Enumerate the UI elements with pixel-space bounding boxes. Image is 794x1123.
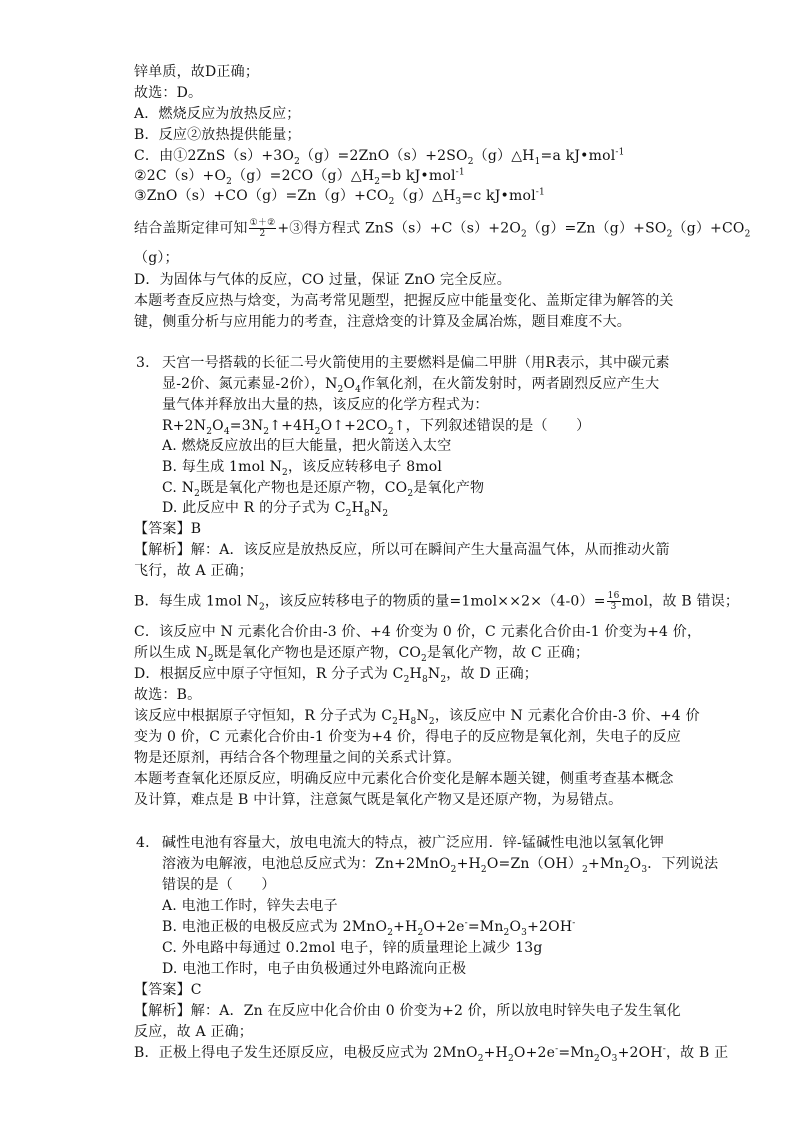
question-text: 显-2价、氮元素显-2价），$N_2O_4$作氧化剂，在火箭发射时，两者剧烈反应产生大 — [162, 376, 660, 395]
option-c: C. $N_2$既是氧化产物也是还原产物，$CO_2$是氧化产物 — [162, 480, 485, 499]
text-line: 锌单质，故D正确； — [134, 64, 260, 80]
question-text: 量气体并释放出大量的热，该反应的化学方程式为： — [162, 397, 489, 413]
explanation-line: 飞行，故 A 正确； — [134, 563, 254, 579]
text-line: D．为固体与气体的反应，CO 过量，保证 ZnO 完全反应。 — [134, 272, 511, 288]
explanation-line: 所以生成 $N_2$既是氧化产物也是还原产物，$CO_2$是氧化产物，故 C 正确； — [134, 645, 590, 664]
explanation-line: 变为 0 价，C 元素化合价由-1 价变为+4 价，得电子的反应物是氧化剂，失电子的反应 — [134, 729, 681, 745]
question-number: 3. — [136, 355, 150, 371]
equation-line: 结合盖斯定律可知 $\frac{\text{①＋②}}{2}$ +③得方程式 $ZnS(s)+C(s)+2O_2(g)=Zn(g)+SO_2(g)+CO_2$ — [134, 218, 751, 240]
explanation-line: B．正极上得电子发生还原反应，电极反应式为 $2MnO_2+H_2O+2e^-=Mn_2O_3+2OH^-$，故 B 正 — [134, 1044, 729, 1064]
text-line: B．反应②放热提供能量； — [134, 127, 301, 143]
text-line: 键，侧重分析与应用能力的考查，注意焓变的计算及金属冶炼，题目难度不大。 — [134, 314, 631, 330]
fraction: $\frac{16}{3}$ — [607, 591, 620, 612]
text-line: A．燃烧反应为放热反应； — [134, 106, 301, 122]
question-text: 碱性电池有容量大，放电电流大的特点，被广泛应用．锌-锰碱性电池以氢氧化钾 — [162, 835, 664, 851]
question-text: 天宫一号搭载的长征二号火箭使用的主要燃料是偏二甲肼（用R表示，其中碳元素 — [162, 355, 670, 371]
option-b: B. 每生成 1mol $N_2$，该反应转移电子 8mol — [162, 459, 443, 478]
explanation-line: D．根据反应中原子守恒知，R 分子式为 $C_2H_8N_2$，故 D 正确； — [134, 666, 538, 685]
option-a: A. 燃烧反应放出的巨大能量，把火箭送入太空 — [162, 438, 452, 454]
explanation-line: 本题考查氧化还原反应，明确反应中元素化合价变化是解本题关键，侧重考查基本概念 — [134, 771, 674, 787]
explanation-line: 【解析】解：A．Zn 在反应中化合价由 0 价变为+2 价，所以放电时锌失电子发生氧化 — [134, 1003, 681, 1019]
option-b: B. 电池正极的电极反应式为 $2MnO_2+H_2O+2e^-=Mn_2O_3+2OH^-$ — [162, 918, 576, 938]
explanation-line: C．该反应中 N 元素化合价由-3 价、+4 价变为 0 价，C 元素化合价由-1 价变为+4 价， — [134, 624, 702, 640]
answer-line: 【答案】C — [134, 982, 202, 998]
answer-line: 【答案】B — [134, 521, 202, 537]
explanation-line: B．每生成 1mol $N_2$，该反应转移电子的物质的量=1mol××2×（4-0）= $\frac{16}{3}$ mol，故 B 错误； — [134, 591, 740, 613]
text-line: 本题考查反应热与焓变，为高考常见题型，把握反应中能量变化、盖斯定律为解答的关 — [134, 293, 674, 309]
question-number: 4. — [136, 835, 150, 851]
option-a: A. 电池工作时，锌失去电子 — [162, 898, 338, 914]
question-text: 溶液为电解液，电池总反应式为：$Zn+2MnO_2+H_2O=Zn(OH)_2+Mn_2O_3$．下列说法 — [162, 856, 719, 875]
equation-line: $R+2N_2O_4=3N_2↑+4H_2O↑+2CO_2↑$，下列叙述错误的是（ ） — [162, 418, 591, 437]
explanation-line: 反应，故 A 正确； — [134, 1024, 254, 1040]
text-line: （g）； — [134, 250, 179, 266]
fraction: $\frac{\text{①＋②}}{2}$ — [249, 218, 276, 239]
explanation-line: 【解析】解：A．该反应是放热反应，所以可在瞬间产生大量高温气体，从而推动火箭 — [134, 542, 670, 558]
option-d: D. 电池工作时，电子由负极通过外电路流向正极 — [162, 961, 467, 977]
equation-line: C．由$①2ZnS(s)+3O_2(g)=2ZnO(s)+2SO_2(g)\triangle H_1=a$ kJ•mol$^{-1}$ — [134, 147, 625, 167]
option-c: C. 外电路中每通过 0.2mol 电子，锌的质量理论上减少 13g — [162, 940, 543, 956]
explanation-line: 该反应中根据原子守恒知，R 分子式为 $C_2H_8N_2$，该反应中 N 元素化合价由-3 价、+4 价 — [134, 708, 700, 727]
explanation-line: 故选：B。 — [134, 687, 202, 703]
equation-line: $③ZnO(s)+CO(g)=Zn(g)+CO_2(g)\triangle H_3=c$ kJ•mol$^{-1}$ — [134, 187, 545, 207]
option-d: D. 此反应中 R 的分子式为 $C_2H_8N_2$ — [162, 500, 389, 519]
question-text: 错误的是（ ） — [162, 877, 276, 893]
equation-line: $②2C(s)+O_2(g)=2CO(g)\triangle H_2=b$ kJ•mol$^{-1}$ — [134, 167, 465, 187]
explanation-line: 物是还原剂，再结合各个物理量之间的关系式计算。 — [134, 750, 461, 766]
text-line: 故选：D。 — [134, 85, 203, 101]
explanation-line: 及计算，难点是 B 中计算，注意氮气既是氧化产物又是还原产物，为易错点。 — [134, 792, 623, 808]
